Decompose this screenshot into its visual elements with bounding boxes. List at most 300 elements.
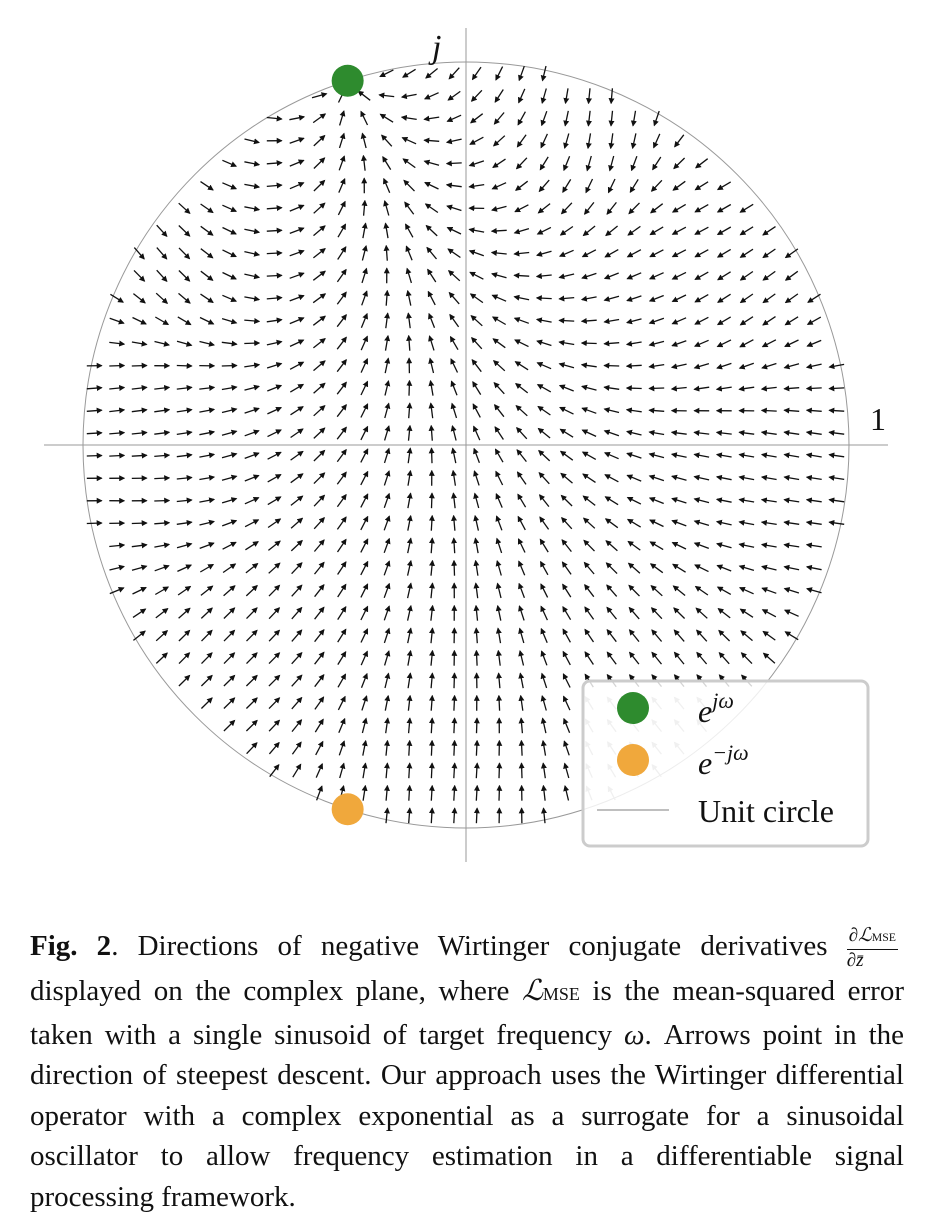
gradient-arrow xyxy=(451,359,458,373)
gradient-arrow xyxy=(431,606,433,621)
gradient-arrow xyxy=(409,786,410,801)
gradient-arrow xyxy=(539,180,549,191)
gradient-arrow xyxy=(269,653,280,664)
gradient-arrow xyxy=(432,448,433,463)
gradient-arrow xyxy=(425,93,439,99)
gradient-arrow xyxy=(199,477,214,480)
omega-symbol: ω xyxy=(624,1018,645,1051)
gradient-arrow xyxy=(763,317,776,325)
gradient-arrow xyxy=(650,498,664,504)
gradient-arrow xyxy=(385,201,389,216)
gradient-arrow xyxy=(605,409,620,413)
gradient-arrow xyxy=(741,317,754,325)
gradient-arrow xyxy=(291,474,303,483)
gradient-arrow xyxy=(452,426,456,441)
gradient-arrow xyxy=(290,251,304,256)
gradient-arrow xyxy=(292,675,302,686)
gradient-arrow xyxy=(784,388,799,389)
gradient-arrow xyxy=(719,653,729,664)
gradient-arrow xyxy=(582,343,597,344)
gradient-arrow xyxy=(447,139,462,142)
gradient-arrow xyxy=(673,272,687,279)
gradient-arrow xyxy=(199,409,214,412)
gradient-arrow xyxy=(673,250,686,257)
gradient-arrow xyxy=(633,133,636,148)
gradient-arrow xyxy=(313,316,325,325)
gradient-arrow xyxy=(199,454,214,457)
gradient-arrow xyxy=(651,564,663,573)
gradient-arrow xyxy=(454,763,455,778)
gradient-arrow xyxy=(292,742,301,754)
gradient-arrow xyxy=(431,426,432,441)
gradient-arrow xyxy=(379,95,394,97)
gradient-arrow xyxy=(201,608,212,618)
gradient-arrow xyxy=(222,499,236,503)
gradient-arrow xyxy=(649,432,664,435)
gradient-arrow xyxy=(408,651,411,666)
gradient-arrow xyxy=(695,364,709,368)
gradient-arrow xyxy=(338,629,346,642)
gradient-arrow xyxy=(605,250,618,257)
gradient-arrow xyxy=(269,608,279,619)
gradient-arrow xyxy=(695,499,710,503)
gradient-arrow xyxy=(786,294,798,303)
gradient-arrow xyxy=(386,313,388,328)
gradient-arrow xyxy=(519,561,525,575)
caption-text-4: . Arrows point in the direction of steepest descent. Our approach uses the Wirtinger differential operator with a complex exponential as a surrogate for a sinusoidal oscillator to allow frequency estimation in a differentiable signal processing framework. xyxy=(30,1018,905,1213)
gradient-arrow xyxy=(541,629,547,643)
gradient-arrow xyxy=(627,273,641,279)
gradient-arrow xyxy=(563,629,570,642)
gradient-arrow xyxy=(386,786,387,801)
gradient-arrow xyxy=(408,291,411,306)
gradient-arrow xyxy=(402,117,417,119)
gradient-arrow xyxy=(337,292,346,304)
gradient-arrow xyxy=(717,566,731,572)
gradient-arrow xyxy=(628,226,640,235)
gradient-arrow xyxy=(519,66,524,80)
gradient-arrow xyxy=(362,291,367,305)
gradient-arrow xyxy=(649,410,664,411)
gradient-arrow xyxy=(518,472,527,484)
gradient-arrow xyxy=(562,518,572,529)
gradient-arrow xyxy=(719,631,730,642)
gradient-arrow xyxy=(807,545,822,547)
gradient-arrow xyxy=(521,718,522,733)
gradient-arrow xyxy=(515,340,529,347)
gradient-arrow xyxy=(473,404,480,417)
gradient-arrow xyxy=(454,718,455,733)
gradient-arrow xyxy=(380,114,393,122)
gradient-arrow xyxy=(696,608,707,618)
gradient-arrow xyxy=(337,360,346,372)
gradient-arrow xyxy=(132,455,147,456)
gradient-arrow xyxy=(521,696,523,711)
gradient-arrow xyxy=(605,273,619,279)
gradient-arrow xyxy=(717,544,732,548)
gradient-arrow xyxy=(498,606,501,621)
gradient-arrow xyxy=(605,475,618,482)
gradient-arrow xyxy=(340,764,344,779)
gradient-arrow xyxy=(386,718,388,733)
gradient-arrow xyxy=(541,606,547,620)
gradient-arrow xyxy=(246,586,257,596)
gradient-arrow xyxy=(291,451,303,460)
gradient-arrow xyxy=(109,433,124,434)
gradient-arrow xyxy=(201,586,213,595)
gradient-arrow xyxy=(537,363,551,369)
gradient-arrow xyxy=(522,763,523,778)
gradient-arrow xyxy=(314,495,324,506)
gradient-arrow xyxy=(540,539,548,552)
gradient-arrow xyxy=(407,269,411,283)
gradient-arrow xyxy=(404,180,415,191)
gradient-arrow xyxy=(337,337,346,349)
gradient-arrow xyxy=(717,455,732,458)
gradient-arrow xyxy=(290,384,303,392)
gradient-arrow xyxy=(384,539,389,553)
gradient-arrow xyxy=(470,137,483,144)
gradient-arrow xyxy=(177,432,192,434)
gradient-arrow xyxy=(450,315,459,327)
gradient-arrow xyxy=(627,296,641,301)
gradient-arrow xyxy=(808,317,821,324)
gradient-arrow xyxy=(627,319,642,323)
gradient-arrow xyxy=(763,294,775,303)
gradient-arrow xyxy=(339,719,345,733)
gradient-arrow xyxy=(292,698,302,709)
gradient-arrow xyxy=(408,628,411,643)
gradient-arrow xyxy=(515,318,529,323)
gradient-arrow xyxy=(473,382,481,395)
gradient-arrow xyxy=(430,336,435,350)
gradient-arrow xyxy=(426,69,438,79)
gradient-arrow xyxy=(560,429,573,437)
gradient-arrow xyxy=(267,342,282,345)
gradient-arrow xyxy=(784,455,799,458)
gradient-arrow xyxy=(315,697,324,709)
gradient-arrow xyxy=(585,585,594,597)
gradient-arrow xyxy=(337,517,346,529)
gradient-arrow xyxy=(156,653,167,663)
gradient-arrow xyxy=(476,763,477,778)
gradient-arrow xyxy=(179,653,190,664)
gradient-arrow xyxy=(200,342,215,346)
gradient-arrow xyxy=(561,451,573,460)
gradient-arrow xyxy=(361,562,368,575)
gradient-arrow xyxy=(200,565,213,573)
gradient-arrow xyxy=(408,673,410,688)
gradient-arrow xyxy=(179,248,190,259)
gradient-arrow xyxy=(650,250,663,257)
gradient-arrow xyxy=(386,336,389,351)
gradient-arrow xyxy=(718,227,731,235)
gradient-arrow xyxy=(155,317,168,325)
gradient-arrow xyxy=(544,808,546,823)
gradient-arrow xyxy=(385,358,388,373)
gradient-arrow xyxy=(362,134,366,149)
gradient-arrow xyxy=(498,584,502,599)
gradient-arrow xyxy=(313,271,325,280)
gradient-arrow xyxy=(807,410,822,411)
gradient-arrow xyxy=(245,542,258,550)
gradient-arrow xyxy=(269,698,280,709)
gradient-arrow xyxy=(406,246,412,260)
gradient-arrow xyxy=(540,495,549,507)
gradient-arrow xyxy=(565,786,569,801)
gradient-arrow xyxy=(520,673,523,688)
gradient-arrow xyxy=(588,111,590,126)
gradient-arrow xyxy=(606,519,618,528)
gradient-arrow xyxy=(519,539,526,553)
gradient-arrow xyxy=(565,134,569,149)
gradient-arrow xyxy=(409,403,410,418)
gradient-arrow xyxy=(496,472,503,486)
gradient-arrow xyxy=(492,295,506,301)
gradient-arrow xyxy=(609,179,616,193)
gradient-arrow xyxy=(829,522,844,524)
gradient-arrow xyxy=(718,272,731,280)
gradient-arrow xyxy=(785,364,800,368)
gradient-arrow xyxy=(672,364,687,367)
gradient-arrow xyxy=(245,476,259,482)
gradient-arrow xyxy=(651,204,663,213)
gradient-arrow xyxy=(267,118,282,120)
gradient-arrow xyxy=(607,202,616,214)
caption-text-2: displayed on the complex plane, where xyxy=(30,975,522,1007)
gradient-arrow xyxy=(807,477,822,479)
gradient-arrow xyxy=(517,158,527,169)
gradient-arrow xyxy=(431,583,433,598)
gradient-arrow xyxy=(384,629,389,643)
gradient-arrow xyxy=(315,675,324,687)
gradient-arrow xyxy=(514,297,529,300)
gradient-arrow xyxy=(718,587,731,594)
gradient-arrow xyxy=(565,764,569,779)
gradient-arrow xyxy=(762,364,776,369)
gradient-arrow xyxy=(469,229,484,232)
gradient-arrow xyxy=(784,477,799,480)
gradient-arrow xyxy=(561,496,572,507)
gradient-arrow xyxy=(448,228,462,235)
gradient-arrow xyxy=(583,250,596,257)
gradient-arrow xyxy=(291,541,302,551)
gradient-arrow xyxy=(245,520,258,527)
gradient-arrow xyxy=(177,500,192,502)
gradient-arrow xyxy=(244,207,259,210)
gradient-arrow xyxy=(630,652,639,664)
gradient-arrow xyxy=(244,162,259,165)
gradient-arrow xyxy=(605,453,619,459)
gradient-arrow xyxy=(515,205,528,212)
gradient-arrow xyxy=(222,205,236,211)
gradient-arrow xyxy=(763,340,776,347)
gradient-arrow xyxy=(386,246,387,261)
gradient-arrow xyxy=(672,432,687,434)
gradient-arrow xyxy=(695,543,709,548)
gradient-arrow xyxy=(540,157,548,170)
loss-subscript: MSE xyxy=(542,984,580,1004)
gradient-arrow xyxy=(361,472,368,485)
gradient-arrow xyxy=(449,271,460,281)
gradient-arrow xyxy=(382,135,392,146)
gradient-arrow xyxy=(496,494,502,508)
gradient-arrow xyxy=(246,564,258,573)
gradient-arrow xyxy=(718,205,731,213)
gradient-arrow xyxy=(361,629,368,643)
gradient-arrow xyxy=(542,89,546,104)
gradient-arrow xyxy=(561,473,573,483)
gradient-arrow xyxy=(267,230,282,231)
gradient-arrow xyxy=(409,381,410,396)
gradient-arrow xyxy=(562,540,571,552)
gradient-arrow xyxy=(537,319,552,322)
gradient-arrow xyxy=(560,250,574,256)
gradient-arrow xyxy=(361,584,368,597)
gradient-arrow xyxy=(132,342,147,345)
gradient-arrow xyxy=(784,500,799,502)
gradient-arrow xyxy=(739,544,754,547)
gradient-arrow xyxy=(268,475,281,482)
gradient-arrow xyxy=(582,273,596,278)
gradient-arrow xyxy=(154,478,169,479)
gradient-arrow xyxy=(269,675,280,686)
gradient-arrow xyxy=(409,763,410,778)
gradient-arrow xyxy=(132,566,147,570)
caption-text-1: . Directions of negative Wirtinger conjugate derivatives xyxy=(111,930,847,963)
gradient-arrow xyxy=(588,133,591,148)
gradient-arrow xyxy=(267,163,282,164)
gradient-arrow xyxy=(268,541,280,550)
gradient-arrow xyxy=(425,161,440,165)
gradient-arrow xyxy=(223,564,235,573)
gradient-arrow xyxy=(497,561,501,576)
gradient-arrow xyxy=(338,652,346,665)
gradient-arrow xyxy=(361,404,368,418)
gradient-arrow xyxy=(452,381,458,395)
gradient-arrow xyxy=(604,366,619,367)
gradient-arrow xyxy=(403,69,416,77)
gradient-arrow xyxy=(472,360,481,372)
gradient-arrow xyxy=(584,518,595,528)
gradient-arrow xyxy=(537,341,551,346)
gradient-arrow xyxy=(476,786,477,801)
real-axis-label: 1 xyxy=(870,401,886,437)
gradient-arrow xyxy=(673,295,687,302)
gradient-arrow xyxy=(267,408,281,414)
gradient-arrow xyxy=(785,632,798,640)
gradient-arrow xyxy=(694,432,709,434)
gradient-arrow xyxy=(650,341,665,345)
gradient-arrow xyxy=(538,204,550,213)
gradient-arrow xyxy=(408,471,411,486)
gradient-arrow xyxy=(223,250,237,257)
gradient-arrow xyxy=(741,294,753,303)
gradient-arrow xyxy=(222,342,237,344)
legend-conjugate-label: $e^{-j\omega}$ xyxy=(698,740,749,781)
gradient-arrow xyxy=(565,111,568,126)
gradient-arrow xyxy=(627,432,642,436)
gradient-arrow xyxy=(650,542,663,550)
gradient-arrow xyxy=(363,763,366,778)
gradient-arrow xyxy=(583,226,595,236)
gradient-arrow xyxy=(541,584,548,597)
gradient-arrow xyxy=(268,519,280,528)
gradient-arrow xyxy=(315,562,325,574)
gradient-arrow xyxy=(564,156,570,170)
gradient-arrow xyxy=(629,608,639,619)
gradient-arrow xyxy=(740,340,753,347)
gradient-arrow xyxy=(473,67,482,79)
gradient-arrow xyxy=(492,230,507,231)
gradient-arrow xyxy=(494,361,505,371)
gradient-arrow xyxy=(290,318,304,324)
gradient-arrow xyxy=(384,606,389,620)
gradient-arrow xyxy=(200,543,214,548)
gradient-arrow xyxy=(630,179,638,192)
gradient-arrow xyxy=(244,343,259,344)
gradient-arrow xyxy=(267,298,282,299)
gradient-arrow xyxy=(740,204,753,212)
gradient-arrow xyxy=(739,387,754,389)
gradient-arrow xyxy=(470,251,484,256)
gradient-arrow xyxy=(695,521,709,525)
gradient-arrow xyxy=(583,452,596,459)
gradient-arrow xyxy=(385,449,390,463)
gradient-arrow xyxy=(409,336,410,351)
gradient-arrow xyxy=(224,676,235,687)
gradient-arrow xyxy=(675,652,685,664)
gradient-arrow xyxy=(315,630,324,642)
gradient-arrow xyxy=(452,404,457,418)
gradient-arrow xyxy=(292,608,302,619)
gradient-arrow xyxy=(431,741,432,756)
gradient-arrow xyxy=(741,609,754,617)
gradient-arrow xyxy=(224,721,235,732)
gradient-arrow xyxy=(762,545,777,548)
gradient-arrow xyxy=(451,337,459,350)
gradient-arrow xyxy=(402,94,417,97)
gradient-arrow xyxy=(807,388,822,389)
gradient-arrow xyxy=(672,476,687,480)
gradient-arrow xyxy=(179,293,191,303)
gradient-arrow xyxy=(314,158,325,169)
gradient-arrow xyxy=(563,584,571,597)
gradient-arrow xyxy=(672,388,687,390)
gradient-arrow xyxy=(650,520,664,527)
gradient-arrow xyxy=(673,564,686,572)
gradient-arrow xyxy=(431,403,433,418)
gradient-arrow xyxy=(154,455,169,456)
gradient-arrow xyxy=(406,224,413,237)
gradient-arrow xyxy=(361,494,368,507)
gradient-arrow xyxy=(179,676,190,687)
gradient-arrow xyxy=(338,540,347,553)
gradient-arrow xyxy=(471,316,482,326)
gradient-arrow xyxy=(361,539,368,552)
gradient-arrow xyxy=(201,249,213,258)
gradient-arrow xyxy=(537,298,552,299)
gradient-arrow xyxy=(762,500,777,502)
gradient-arrow xyxy=(133,294,145,303)
gradient-arrow xyxy=(518,494,526,507)
gradient-arrow xyxy=(517,135,526,147)
gradient-arrow xyxy=(267,364,281,369)
gradient-arrow xyxy=(559,298,574,299)
gradient-arrow xyxy=(87,388,102,389)
gradient-arrow xyxy=(559,274,574,278)
gradient-arrow xyxy=(673,543,687,550)
